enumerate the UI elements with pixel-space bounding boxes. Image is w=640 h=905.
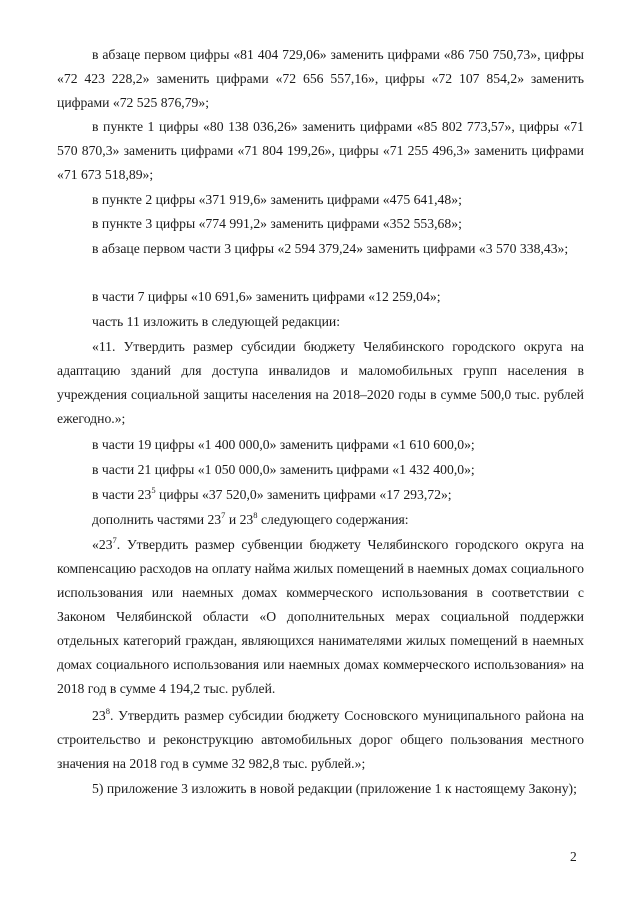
paragraph-6 [92,285,584,309]
paragraph-7-text: часть 11 изложить в следующей редакции: [92,314,341,329]
superscript: 5 [151,485,156,495]
paragraph-14 [57,704,584,776]
paragraph-6-text: в части 7 цифры «10 691,6» заменить цифрами «12 259,04»; [92,289,441,304]
paragraph-8 [57,335,584,431]
paragraph-15 [57,777,584,801]
paragraph-12-text-c: следующего содержания: [257,512,409,527]
paragraph-11 [92,483,584,507]
paragraph-13 [57,533,584,701]
paragraph-13-text-a: «23 [92,537,113,552]
superscript: 8 [105,706,110,716]
paragraph-12-text-a: дополнить частями 23 [92,512,222,527]
paragraph-4-text: в пункте 3 цифры «774 991,2» заменить цифрами «352 553,68»; [92,216,462,231]
superscript: 7 [112,535,117,545]
paragraph-1 [57,43,584,115]
paragraph-1-text: в абзаце первом цифры «81 404 729,06» заменить цифрами «86 750 750,73», цифры «72 423 228,2» заменить цифрами «72 656 557,16», цифры «72 107 854,2» заменить цифрами «72 525 876,79»; [57,47,584,110]
paragraph-5-text: в абзаце первом части 3 цифры «2 594 379,24» заменить цифрами «3 570 338,43»; [92,241,569,256]
paragraph-14-text-a: 23 [92,708,106,723]
superscript: 7 [221,510,226,520]
paragraph-7 [92,310,584,334]
paragraph-3 [92,188,584,212]
paragraph-9-text: в части 19 цифры «1 400 000,0» заменить цифрами «1 610 600,0»; [92,437,475,452]
paragraph-14-text-b: . Утвердить размер субсидии бюджету Сосновского муниципального района на строительство и реконструкцию автомобильных дорог общего пользования местного значения на 2018 год в сумме 32 982,8 тыс. рублей.»; [57,708,584,771]
paragraph-8-text: «11. Утвердить размер субсидии бюджету Челябинского городского округа на адаптацию зданий для доступа инвалидов и маломобильных групп населения в учреждения социальной защиты населения на 2018–2020 годы в сумме 500,0 тыс. рублей ежегодно.»; [57,339,584,426]
paragraph-2 [57,115,584,187]
superscript: 8 [253,510,258,520]
paragraph-15-text: 5) приложение 3 изложить в новой редакции (приложение 1 к настоящему Закону); [92,781,577,796]
page-number: 2 [570,849,577,864]
paragraph-10 [92,458,584,482]
paragraph-9 [92,433,584,457]
paragraph-10-text: в части 21 цифры «1 050 000,0» заменить цифрами «1 432 400,0»; [92,462,475,477]
paragraph-13-text-b: . Утвердить размер субвенции бюджету Челябинского городского округа на компенсацию расходов на оплату найма жилых помещений в наемных домах социального использования или наемных домах коммерческого использования в соответствии с Законом Челябинской области «О дополнительных мерах социальной поддержки отдельных категорий граждан, являющихся нанимателями жилых помещений в наемных домах социального использования или наемных домах коммерческого использования» на 2018 год в сумме 4 194,2 тыс. рублей. [57,537,584,696]
paragraph-11-text-a: в части 23 [92,487,152,502]
paragraph-12 [92,508,584,532]
paragraph-3-text: в пункте 2 цифры «371 919,6» заменить цифрами «475 641,48»; [92,192,462,207]
paragraph-5 [57,237,584,261]
paragraph-12-text-b: и 23 [225,512,254,527]
paragraph-11-text-b: цифры «37 520,0» заменить цифрами «17 293,72»; [155,487,452,502]
paragraph-2-text: в пункте 1 цифры «80 138 036,26» заменить цифрами «85 802 773,57», цифры «71 570 870,3» заменить цифрами «71 804 199,26», цифры «71 255 496,3» заменить цифрами «71 673 518,89»; [57,119,584,182]
paragraph-4 [92,212,584,236]
